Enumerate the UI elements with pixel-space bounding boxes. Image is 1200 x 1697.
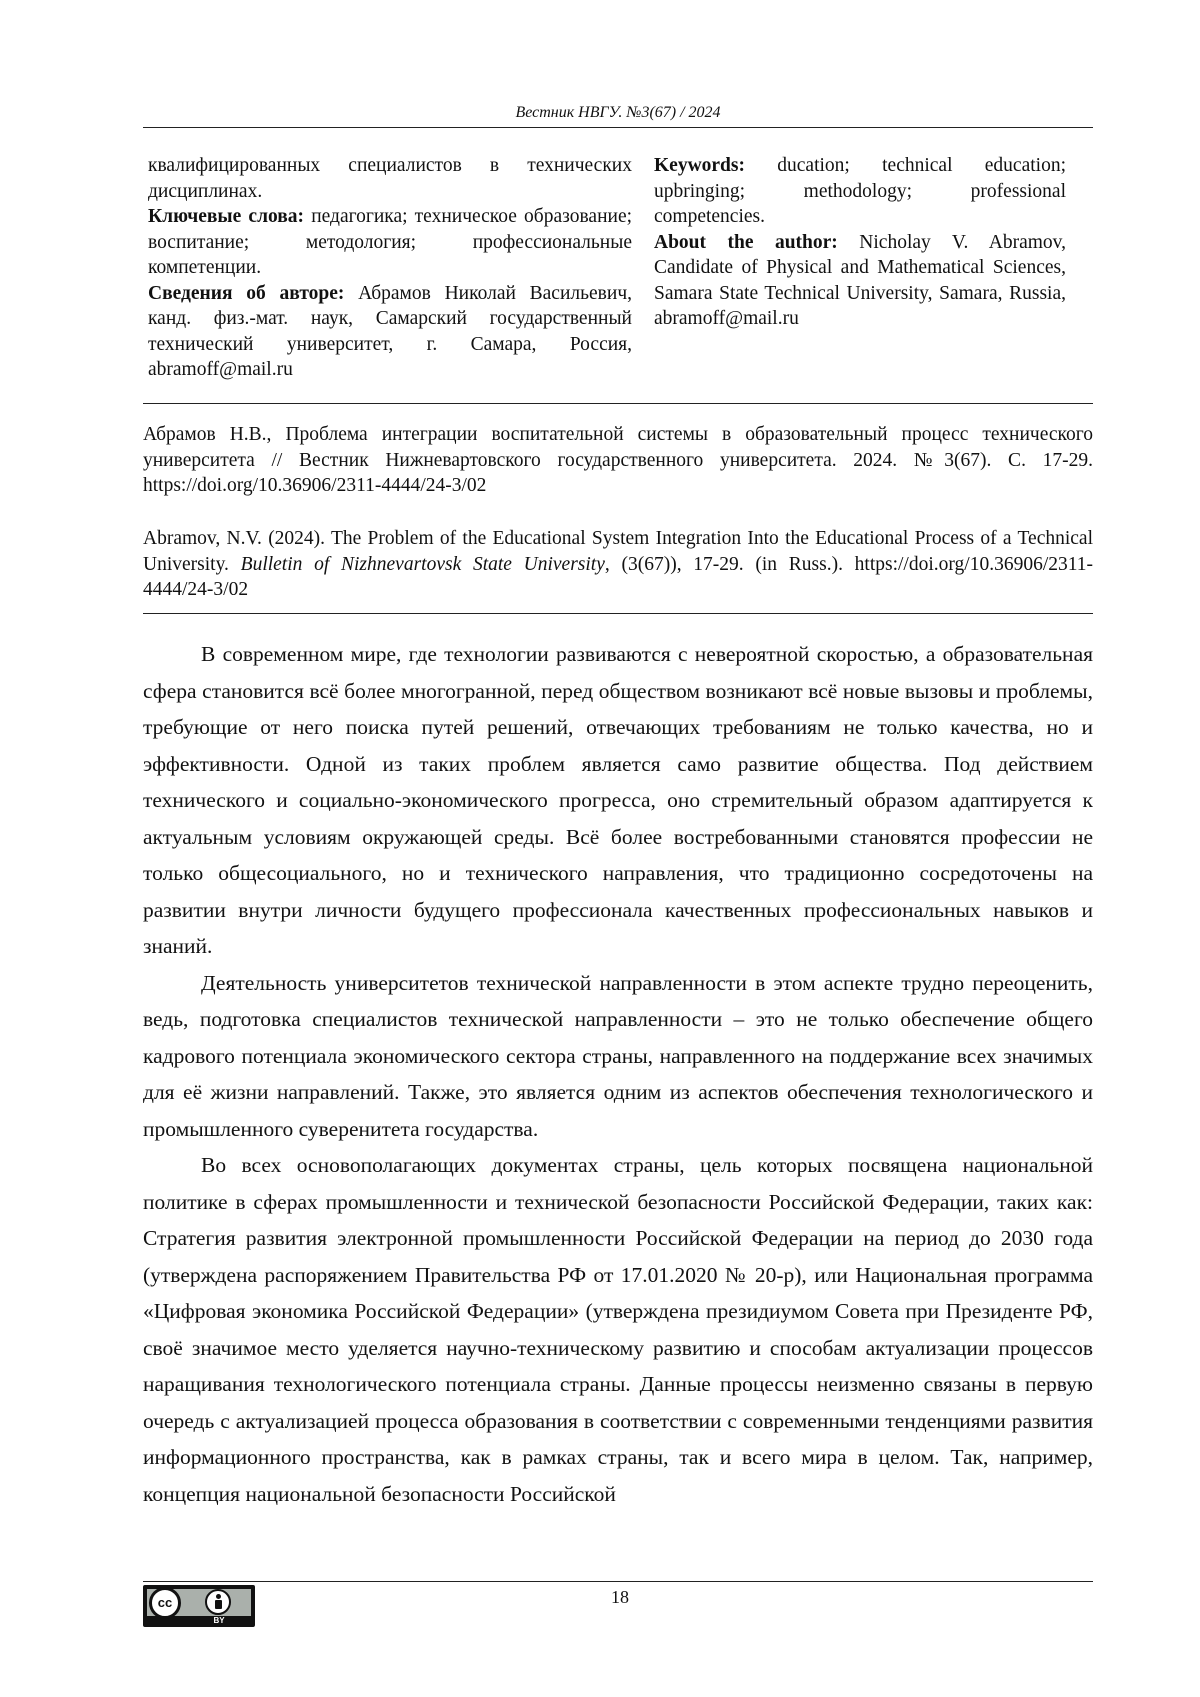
article-body bbox=[143, 636, 1093, 1512]
citation-bottom-rule bbox=[143, 613, 1093, 614]
author-en-text: Nicholay V. Abramov, Candidate of Physical and Mathematical Sciences, Samara State Technical University, Samara, Russia, abramoff@mail.ru bbox=[654, 231, 1067, 329]
body-paragraph-2: Деятельность университетов технической направленности в этом аспекте трудно переоценить, ведь, подготовка специалистов технической направленности – это не только обеспечение общего кадрового потенциала экономического сектора страны, направленного на поддержание всех значимых для её жизни направлений. Также, это является одним из аспектов обеспечения технологического и промышленного суверенитета государства. bbox=[143, 970, 1093, 1141]
keywords-ru bbox=[148, 204, 632, 281]
running-header: Вестник НВГУ. №3(67) / 2024 bbox=[515, 104, 721, 121]
author-ru-label: Сведения об авторе: bbox=[148, 282, 345, 304]
keywords-en-text: ducation; technical education; upbringing; methodology; professional competencies. bbox=[654, 155, 1066, 227]
author-en bbox=[654, 230, 1066, 332]
cc-icon: cc bbox=[149, 1587, 181, 1619]
body-paragraph-1: В современном мире, где технологии развиваются с невероятной скоростью, а образовательная сфера становится всё более многогранной, перед обществом возникают всё новые вызовы и проблемы, требующие от него поиска путей решений, отвечающих требованиям не только качества, но и эффективности. Одной из таких проблем является само развитие общества. Под действием технического и социально-экономического прогресса, оно стремительный образом адаптируется к актуальным условиям окружающей среды. Всё более востребованными становятся профессии не только общесоциального, но и технического направления, что традиционно сосредоточены на развитии внутри личности будущего профессионала качественных профессиональных навыков и знаний. bbox=[143, 642, 1093, 958]
by-label: BY bbox=[213, 1616, 225, 1625]
author-ru-text: Абрамов Николай Васильевич, канд. физ.-мат. наук, Самарский государственный технический университет, г. Самара, Россия, abramoff@mail.ru bbox=[148, 282, 633, 380]
author-en-label: About the author: bbox=[654, 231, 838, 253]
metadata-en bbox=[654, 153, 1066, 332]
keywords-ru-text: педагогика; техническое образование; воспитание; методология; профессиональные компетенции. bbox=[148, 206, 633, 278]
author-ru bbox=[148, 281, 632, 383]
body-paragraph-3: Во всех основополагающих документах страны, цель которых посвящена национальной политике в сферах промышленности и технической безопасности Российской Федерации, таких как: Стратегия развития электронной промышленности Российской Федерации на период до 2030 года (утверждена распоряжением Правительства РФ от 17.01.2020 № 20-р), или Национальная программа «Цифровая экономика Российской Федерации» (утверждена президиумом Совета при Президенте РФ, своё значимое место уделяется научно-техническому развитию и способам актуализации процессов наращивания технологического потенциала страны. Данные процессы неизменно связаны в первую очередь с актуализацией процесса образования в соответствии с современными тенденциями развития информационного пространства, как в рамках страны, так и всего мира в целом. Так, например, концепция национальной безопасности Российской bbox=[143, 1153, 1093, 1506]
footer-rule bbox=[143, 1581, 1093, 1582]
citation-ru-text: Абрамов Н.В., Проблема интеграции воспитательной системы в образовательный процесс технического университета // Вестник Нижневартовского государственного университета. 2024. №3(67). С. 17-29. https://doi.org/10.36906/2311-4444/24-3/02 bbox=[143, 424, 1093, 496]
citation-en-before: Abramov, N.V. (2024). The Problem of the Educational System Integration Into the Educational Process of a Technical University. bbox=[143, 528, 1093, 575]
keywords-en bbox=[654, 153, 1066, 230]
page-number: 18 bbox=[611, 1587, 629, 1607]
citation-top-rule bbox=[143, 403, 1093, 404]
keywords-en-label: Keywords: bbox=[654, 155, 745, 176]
citation-en-text bbox=[143, 526, 1093, 603]
attribution-icon bbox=[205, 1589, 231, 1615]
metadata-ru bbox=[148, 153, 632, 383]
abstract-continuation: квалифицированных специалистов в технических дисциплинах. bbox=[148, 155, 632, 202]
cc-by-license-icon bbox=[143, 1585, 255, 1627]
citation-en-after: , (3(67)), 17-29. (in Russ.). https://doi.org/10.36906/2311-4444/24-3/02 bbox=[143, 553, 1094, 600]
citation-ru bbox=[143, 422, 1093, 499]
citation-en bbox=[143, 526, 1093, 603]
header-rule bbox=[143, 127, 1093, 128]
keywords-ru-label: Ключевые слова: bbox=[148, 206, 305, 227]
citation-en-journal: Bulletin of Nizhnevartovsk State University bbox=[240, 553, 605, 575]
